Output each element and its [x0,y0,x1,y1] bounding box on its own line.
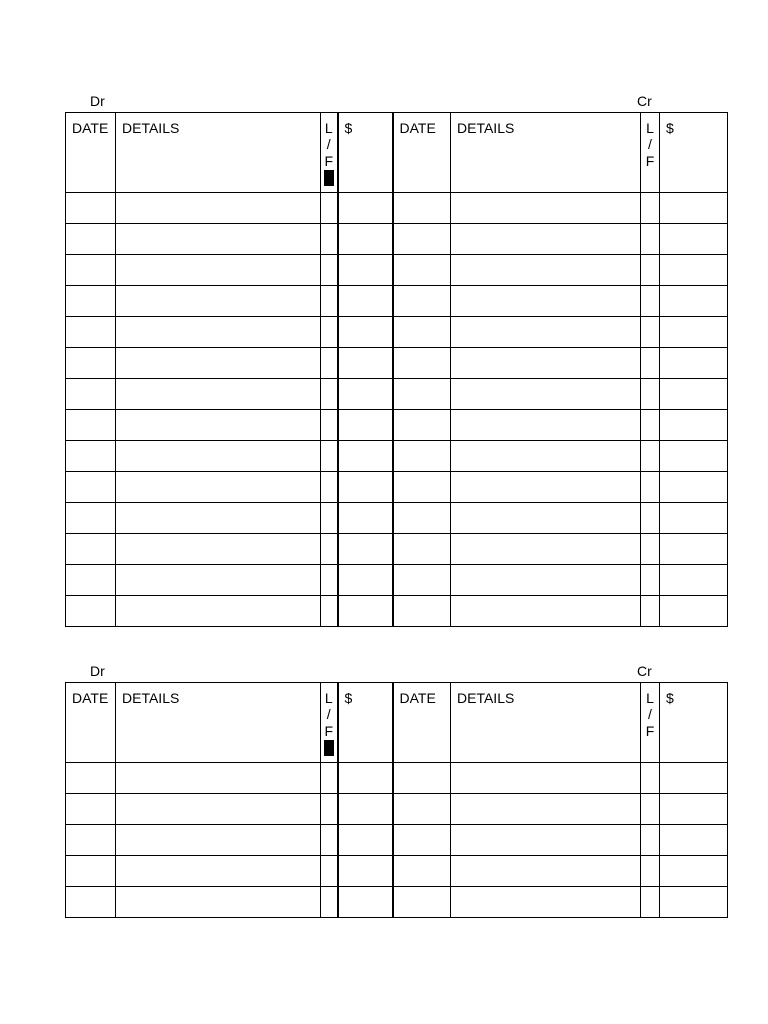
credit-amount-cell[interactable] [660,193,728,224]
debit-amount-cell[interactable] [338,286,393,317]
ledger-row [66,794,728,825]
credit-date-cell[interactable] [393,534,451,565]
credit-date-cell[interactable] [393,794,451,825]
ledger-row [66,503,728,534]
debit-details-cell[interactable] [116,763,321,794]
debit-details-cell[interactable] [116,534,321,565]
debit-details-cell[interactable] [116,410,321,441]
debit-date-cell[interactable] [66,503,116,534]
ledger-row [66,534,728,565]
credit-amount-cell[interactable] [660,410,728,441]
debit-amount-cell[interactable] [338,317,393,348]
debit-label: Dr [90,663,105,679]
debit-details-cell[interactable] [116,794,321,825]
ledger-table [65,682,728,918]
credit-details-cell[interactable] [451,596,641,627]
debit-lf-cell[interactable] [321,887,338,918]
credit-amount-cell[interactable] [660,472,728,503]
credit-amount-cell[interactable] [660,441,728,472]
debit-amount-cell[interactable] [338,534,393,565]
ledger-row [66,825,728,856]
credit-details-cell[interactable] [451,825,641,856]
credit-details-cell[interactable] [451,410,641,441]
ledger-row [66,763,728,794]
credit-date-cell[interactable] [393,379,451,410]
debit-amount-cell[interactable] [338,348,393,379]
debit-lf-cell[interactable] [321,596,338,627]
credit-lf-cell[interactable] [641,317,660,348]
debit-amount-header: $ [338,683,393,763]
credit-lf-cell[interactable] [641,503,660,534]
ledger-row [66,856,728,887]
credit-date-header: DATE [393,683,451,763]
credit-amount-header: $ [660,683,728,763]
credit-lf-cell[interactable] [641,763,660,794]
credit-lf-cell[interactable] [641,596,660,627]
credit-amount-cell[interactable] [660,887,728,918]
debit-amount-cell[interactable] [338,763,393,794]
debit-date-cell[interactable] [66,887,116,918]
credit-date-cell[interactable] [393,286,451,317]
debit-amount-header: $ [338,113,393,193]
debit-details-cell[interactable] [116,596,321,627]
debit-date-cell[interactable] [66,472,116,503]
debit-date-cell[interactable] [66,348,116,379]
credit-details-cell[interactable] [451,286,641,317]
credit-date-cell[interactable] [393,441,451,472]
credit-details-cell[interactable] [451,317,641,348]
credit-date-header: DATE [393,113,451,193]
credit-lf-cell[interactable] [641,794,660,825]
ledger-row [66,441,728,472]
header-row [66,683,728,763]
text-cursor [324,170,334,186]
debit-date-cell[interactable] [66,856,116,887]
credit-lf-cell[interactable] [641,534,660,565]
debit-lf-cell[interactable] [321,348,338,379]
credit-details-cell[interactable] [451,224,641,255]
debit-date-cell[interactable] [66,410,116,441]
ledger-row [66,255,728,286]
credit-lf-cell[interactable] [641,887,660,918]
credit-date-cell[interactable] [393,410,451,441]
ledger-table [65,112,728,627]
debit-lf-cell[interactable] [321,255,338,286]
credit-amount-cell[interactable] [660,534,728,565]
credit-details-cell[interactable] [451,887,641,918]
debit-details-cell[interactable] [116,286,321,317]
ledger-row [66,193,728,224]
credit-amount-cell[interactable] [660,224,728,255]
credit-details-cell[interactable] [451,348,641,379]
credit-lf-cell[interactable] [641,441,660,472]
debit-date-cell[interactable] [66,286,116,317]
ledger-row [66,379,728,410]
ledger-body [66,763,728,918]
debit-amount-cell[interactable] [338,887,393,918]
debit-amount-cell[interactable] [338,794,393,825]
credit-date-cell[interactable] [393,255,451,286]
credit-details-cell[interactable] [451,441,641,472]
credit-amount-cell[interactable] [660,379,728,410]
credit-details-cell[interactable] [451,472,641,503]
ledger-row [66,565,728,596]
ledger-row [66,286,728,317]
debit-lf-cell[interactable] [321,565,338,596]
debit-amount-cell[interactable] [338,379,393,410]
credit-lf-cell[interactable] [641,565,660,596]
credit-details-cell[interactable] [451,763,641,794]
credit-amount-cell[interactable] [660,825,728,856]
credit-date-cell[interactable] [393,596,451,627]
debit-date-cell[interactable] [66,794,116,825]
debit-date-cell[interactable] [66,565,116,596]
debit-date-cell[interactable] [66,255,116,286]
debit-details-cell[interactable] [116,255,321,286]
debit-lf-header: L / F [321,683,338,763]
credit-amount-cell[interactable] [660,763,728,794]
credit-amount-cell[interactable] [660,317,728,348]
credit-date-cell[interactable] [393,224,451,255]
credit-amount-cell[interactable] [660,503,728,534]
debit-lf-cell[interactable] [321,856,338,887]
debit-details-cell[interactable] [116,565,321,596]
credit-date-cell[interactable] [393,317,451,348]
credit-date-cell[interactable] [393,503,451,534]
ledger-row [66,410,728,441]
debit-amount-cell[interactable] [338,596,393,627]
credit-lf-cell[interactable] [641,224,660,255]
credit-details-cell[interactable] [451,503,641,534]
credit-amount-cell[interactable] [660,596,728,627]
debit-amount-cell[interactable] [338,410,393,441]
credit-details-cell[interactable] [451,794,641,825]
debit-details-cell[interactable] [116,825,321,856]
debit-details-cell[interactable] [116,193,321,224]
debit-details-cell[interactable] [116,472,321,503]
debit-lf-cell[interactable] [321,503,338,534]
credit-details-cell[interactable] [451,534,641,565]
debit-lf-cell[interactable] [321,317,338,348]
debit-amount-cell[interactable] [338,856,393,887]
credit-lf-cell[interactable] [641,825,660,856]
debit-lf-cell[interactable] [321,441,338,472]
debit-lf-cell[interactable] [321,224,338,255]
credit-lf-cell[interactable] [641,472,660,503]
ledger-row [66,472,728,503]
debit-amount-cell[interactable] [338,825,393,856]
ledger-row [66,596,728,627]
credit-lf-cell[interactable] [641,193,660,224]
credit-details-cell[interactable] [451,255,641,286]
credit-amount-cell[interactable] [660,348,728,379]
debit-amount-cell[interactable] [338,565,393,596]
debit-lf-cell[interactable] [321,410,338,441]
credit-date-cell[interactable] [393,887,451,918]
credit-date-cell[interactable] [393,193,451,224]
debit-lf-cell[interactable] [321,825,338,856]
credit-lf-cell[interactable] [641,348,660,379]
debit-date-cell[interactable] [66,825,116,856]
debit-date-header: DATE [66,113,116,193]
debit-date-cell[interactable] [66,224,116,255]
debit-details-cell[interactable] [116,887,321,918]
debit-details-cell[interactable] [116,379,321,410]
ledger-row [66,224,728,255]
debit-lf-cell[interactable] [321,534,338,565]
credit-details-cell[interactable] [451,379,641,410]
credit-details-header: DETAILS [451,113,641,193]
debit-details-header: DETAILS [116,113,321,193]
debit-amount-cell[interactable] [338,255,393,286]
credit-details-header: DETAILS [451,683,641,763]
header-row [66,113,728,193]
credit-date-cell[interactable] [393,472,451,503]
debit-lf-cell[interactable] [321,794,338,825]
credit-label: Cr [637,93,652,109]
credit-amount-cell[interactable] [660,856,728,887]
debit-amount-cell[interactable] [338,224,393,255]
ledger-row [66,348,728,379]
credit-date-cell[interactable] [393,856,451,887]
debit-lf-header: L / F [321,113,338,193]
debit-date-cell[interactable] [66,193,116,224]
debit-date-cell[interactable] [66,596,116,627]
debit-date-cell[interactable] [66,441,116,472]
credit-amount-header: $ [660,113,728,193]
credit-amount-cell[interactable] [660,794,728,825]
debit-details-cell[interactable] [116,224,321,255]
ledger-row [66,887,728,918]
debit-amount-cell[interactable] [338,503,393,534]
credit-lf-cell[interactable] [641,410,660,441]
debit-details-cell[interactable] [116,503,321,534]
debit-date-cell[interactable] [66,534,116,565]
debit-details-cell[interactable] [116,317,321,348]
credit-amount-cell[interactable] [660,286,728,317]
credit-date-cell[interactable] [393,763,451,794]
credit-lf-cell[interactable] [641,856,660,887]
credit-lf-header: L / F [641,113,660,193]
credit-details-cell[interactable] [451,856,641,887]
credit-details-cell[interactable] [451,193,641,224]
debit-date-header: DATE [66,683,116,763]
credit-date-cell[interactable] [393,348,451,379]
ledger-body [66,193,728,627]
credit-date-cell[interactable] [393,825,451,856]
credit-lf-cell[interactable] [641,286,660,317]
credit-details-cell[interactable] [451,565,641,596]
debit-details-cell[interactable] [116,856,321,887]
debit-amount-cell[interactable] [338,441,393,472]
debit-details-cell[interactable] [116,441,321,472]
debit-label: Dr [90,93,105,109]
text-cursor [324,740,334,756]
debit-details-header: DETAILS [116,683,321,763]
debit-lf-cell[interactable] [321,286,338,317]
debit-lf-cell[interactable] [321,379,338,410]
debit-lf-cell[interactable] [321,472,338,503]
debit-lf-cell[interactable] [321,763,338,794]
credit-amount-cell[interactable] [660,255,728,286]
debit-date-cell[interactable] [66,379,116,410]
debit-amount-cell[interactable] [338,193,393,224]
ledger-row [66,317,728,348]
debit-lf-cell[interactable] [321,193,338,224]
debit-details-cell[interactable] [116,348,321,379]
credit-label: Cr [637,663,652,679]
debit-amount-cell[interactable] [338,472,393,503]
credit-lf-header: L / F [641,683,660,763]
credit-amount-cell[interactable] [660,565,728,596]
debit-date-cell[interactable] [66,763,116,794]
debit-date-cell[interactable] [66,317,116,348]
credit-lf-cell[interactable] [641,255,660,286]
credit-lf-cell[interactable] [641,379,660,410]
credit-date-cell[interactable] [393,565,451,596]
